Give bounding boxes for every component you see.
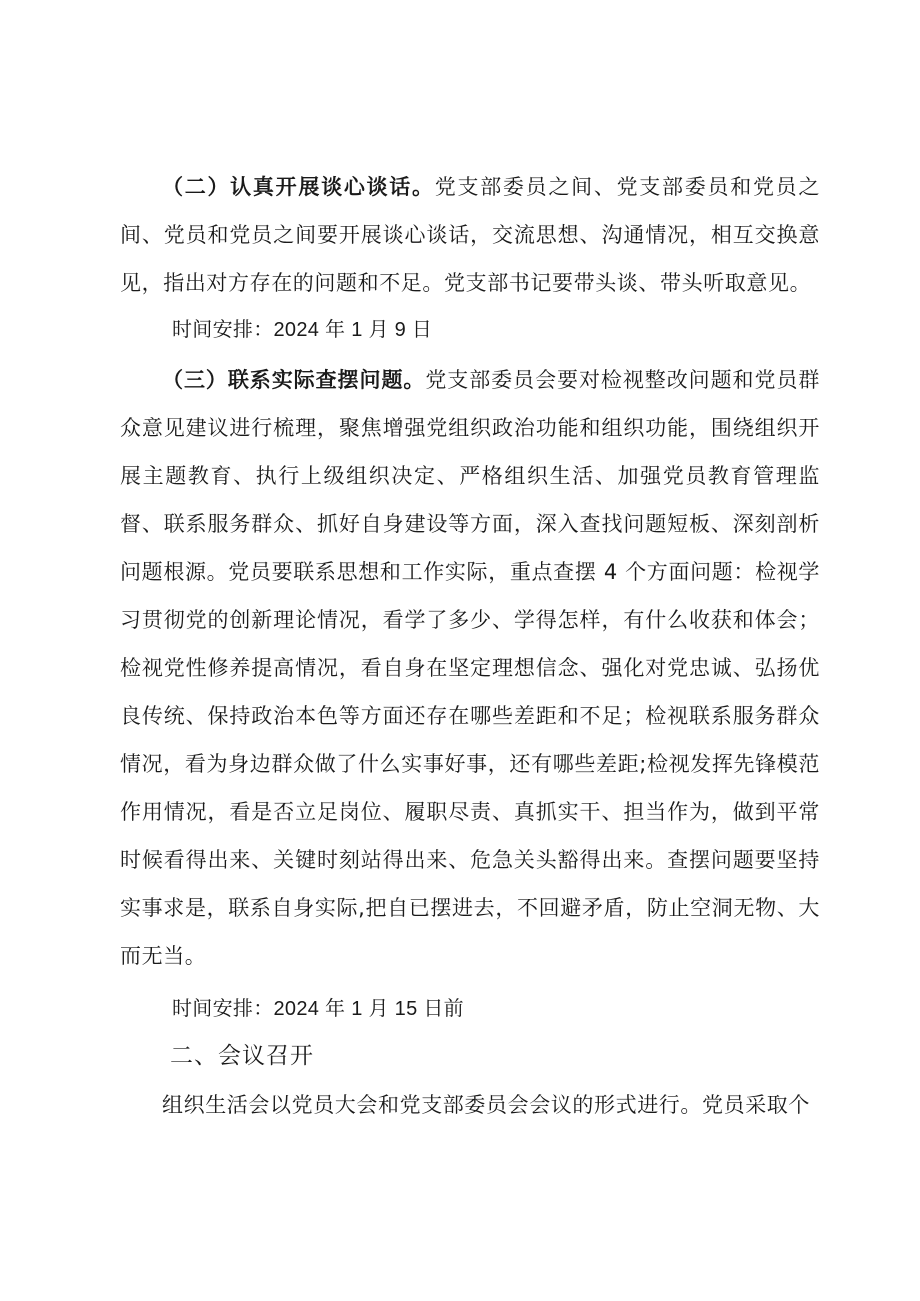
part-2-heading: 二、会议召开: [170, 1043, 314, 1069]
section-3-title: （三）联系实际查摆问题。: [162, 368, 426, 392]
section-3-body: 党支部委员会要对检视整改问题和党员群众意见建议进行梳理，聚焦增强党组织政治功能和组织功能，围绕组织开展主题教育、执行上级组织决定、严格组织生活、加强党员教育管理监督、联系服务群众、抓好自身建设等方面，深入查找问题短板、深刻剖析问题根源。党员要联系思想和工作实际，重点查摆 4 个方面问题：检视学习贯彻党的创新理论情况，看学了多少、学得怎样，有什么收获和体会；检视党性修养提高情况，看自身在坚定理想信念、强化对党忠诚、弘扬优良传统、保持政治本色等方面还存在哪些差距和不足；检视联系服务群众情况，看为身边群众做了什么实事好事，还有哪些差距;检视发挥先锋模范作用情况，看是否立足岗位、履职尽责、真抓实干、担当作为，做到平常时候看得出来、关键时刻站得出来、危急关头豁得出来。查摆问题要坚持实事求是，联系自身实际,把自已摆进去，不回避矛盾，防止空洞无物、大而无当。: [120, 368, 820, 968]
section-2-title: （二）认真开展谈心谈话。: [162, 175, 435, 199]
section-2-body: 党支部委员之间、党支部委员和党员之间、党员和党员之间要开展谈心谈话，交流思想、沟通情况，相互交换意见，指出对方存在的问题和不足。党支部书记要带头谈、带头听取意见。: [120, 175, 821, 295]
section-2-schedule: 时间安排：2024 年 1 月 9 日: [172, 319, 433, 341]
section-2-paragraph: [120, 163, 820, 307]
section-3-paragraph: [120, 356, 820, 980]
section-3-schedule: 时间安排：2024 年 1 月 15 日前: [172, 998, 464, 1020]
part-2-paragraph: 组织生活会以党员大会和党支部委员会会议的形式进行。党员采取个: [162, 1093, 810, 1117]
